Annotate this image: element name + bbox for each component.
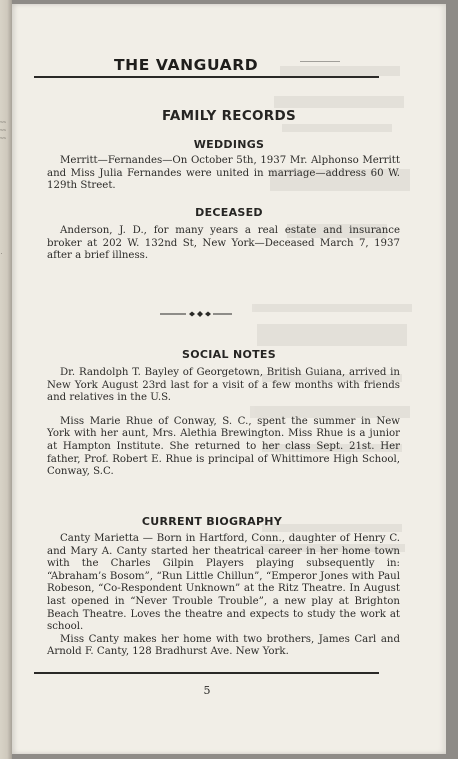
header-rule: [34, 76, 379, 78]
current-biography-heading: CURRENT BIOGRAPHY: [141, 515, 283, 528]
deceased-heading: DECEASED: [195, 206, 263, 219]
page-number: 5: [203, 684, 211, 697]
deceased-entry: Anderson, J. D., for many years a real estate and insurance broker at 202 W. 132nd St, New York—Deceased March 7, 1937 after a brief illness.: [47, 225, 400, 262]
header-rule-short: [300, 61, 340, 62]
social-notes-heading: SOCIAL NOTES: [182, 348, 276, 361]
magazine-page: [12, 4, 446, 754]
biography-paragraph: Canty Marietta — Born in Hartford, Conn., daughter of Henry C. and Mary A. Canty started her theatrical career in her home town with the Charles Gilpin Players playing subsequently in: “Abraham’s Bosom”, “Run Little Chillun”, “Emperor Jones with Paul Robeson, “Co-Respondent Unknown” at the Ritz Theatre. In August last opened in “Never Trouble Trouble”, a new play at Brighton Beach Theatre. Loves the theatre and expects to study the work at school.: [47, 533, 400, 633]
weddings-text: [47, 155, 400, 193]
footer-rule: [34, 672, 379, 674]
social-notes-text: [47, 367, 400, 479]
deceased-text: [47, 225, 400, 263]
biography-paragraph: Miss Canty makes her home with two brothers, James Carl and Arnold F. Canty, 128 Bradhurst Ave. New York.: [47, 633, 400, 658]
adjacent-page-edge: ~~ ~~ ~~ .: [0, 0, 12, 759]
weddings-heading: WEDDINGS: [193, 138, 265, 151]
social-note: Dr. Randolph T. Bayley of Georgetown, British Guiana, arrived in New York August 23rd last for a visit of a few months with friends and relatives in the U.S.: [47, 367, 400, 404]
section-divider-ornament: [160, 310, 232, 318]
biography-text: [47, 533, 400, 659]
magazine-title: THE VANGUARD: [114, 56, 259, 74]
social-note: Miss Marie Rhue of Conway, S. C., spent the summer in New York with her aunt, Mrs. Alethia Brewington. Miss Rhue is a junior at Hampton Institute. She returned to her class Sept. 21st. Her father, Prof. Robert E. Rhue is principal of Whittimore High School, Conway, S.C.: [47, 415, 400, 478]
family-records-title: FAMILY RECORDS: [161, 108, 297, 124]
weddings-entry: Merritt—Fernandes—On October 5th, 1937 Mr. Alphonso Merritt and Miss Julia Fernandes were united in marriage—address 60 W. 129th Street.: [47, 155, 400, 192]
